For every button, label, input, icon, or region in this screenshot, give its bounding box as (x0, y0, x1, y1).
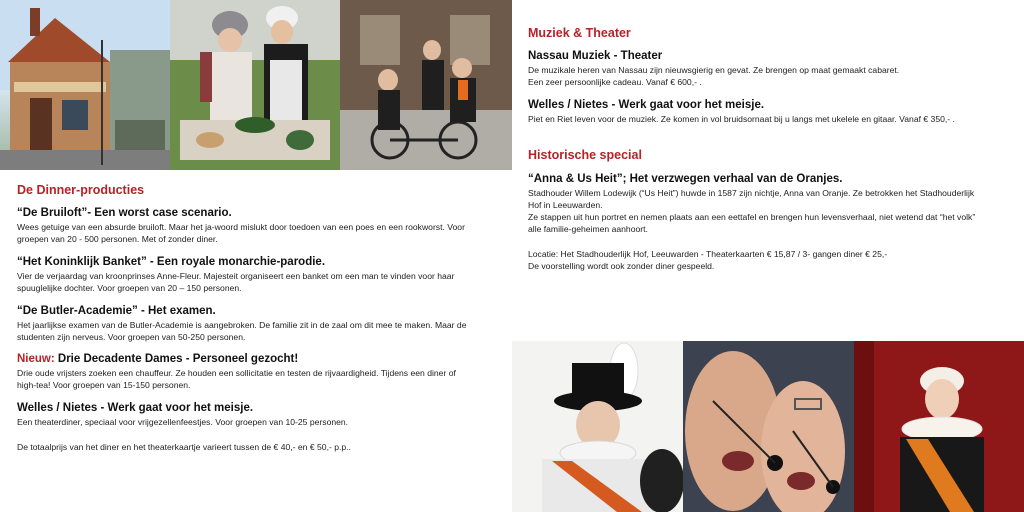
item-title-decadente-dames (17, 353, 298, 365)
new-badge: Nieuw: (17, 353, 55, 365)
item-title-welles-nietes-music: Welles / Nietes - Werk gaat voor het meisje. (528, 99, 765, 111)
item-desc-nassau (528, 64, 1008, 88)
desc-line: Drie oude vrijsters zoeken een chauffeur. Ze houden een sollicitatie en testen de rijvaardigheid. Tijdens een diner of (17, 368, 456, 378)
photo-actor-in-black-hat (512, 341, 683, 512)
photo-lady-in-lace-collar (854, 341, 1024, 512)
photo-historic-house (0, 0, 170, 170)
desc-line: alle familie-geheimen aanhoort. (528, 224, 648, 234)
section-title-music: Muziek & Theater (528, 26, 631, 40)
photo-singers-with-headsets (683, 341, 854, 512)
desc-line: Wees getuige van een absurde bruiloft. Maar het ja-woord mislukt door toedoen van een poes en een rookworst. Voor (17, 222, 465, 232)
desc-line: spuuglelijke dochter. Voor groepen van 20 – 150 personen. (17, 283, 242, 293)
item-title-bruiloft: “De Bruiloft”- Een worst case scenario. (17, 207, 232, 219)
desc-line: high-tea! Voor groepen van 15-150 personen. (17, 380, 191, 390)
section-title-dinner: De Dinner-producties (17, 183, 145, 197)
desc-line: Vier de verjaardag van kroonprinses Anne-Fleur. Majesteit organiseert een banket om een man te vinden voor haar (17, 271, 455, 281)
price-note: De totaalprijs van het diner en het theaterkaartje varieert tussen de € 40,- en € 50,- p.p.. (17, 442, 351, 452)
item-desc-welles-nietes-music (528, 113, 1008, 125)
desc-line: Het jaarlijkse examen van de Butler-Academie is aangebroken. De familie zit in de zaal om dit mee te maken. Maar de (17, 320, 467, 330)
desc-line: Ze stappen uit hun portret en nemen plaats aan een eettafel en brengen hun levensverhaal, niet wetend dat “het volk” (528, 212, 976, 222)
item-desc-bruiloft (17, 221, 507, 245)
desc-line: Een zeer persoonlijke cadeau. Vanaf € 600,- . (528, 77, 702, 87)
item-desc-decadente-dames (17, 367, 507, 391)
item-desc-banket (17, 270, 507, 294)
item-title-butler: “De Butler-Academie” - Het examen. (17, 305, 216, 317)
item-title-text: Drie Decadente Dames - Personeel gezocht! (54, 353, 299, 365)
location-line: Locatie: Het Stadhouderlijk Hof, Leeuwarden - Theaterkaarten € 15,87 / 3- gangen diner € 25,- (528, 249, 888, 259)
location-info (528, 248, 1018, 272)
location-line: De voorstelling wordt ook zonder diner gespeeld. (528, 261, 715, 271)
item-title-welles-nietes: Welles / Nietes - Werk gaat voor het meisje. (17, 402, 254, 414)
item-title-nassau: Nassau Muziek - Theater (528, 50, 663, 62)
photo-cooks-in-costume (170, 0, 340, 170)
item-desc-anna-us-heit (528, 187, 1018, 235)
desc-line: De muzikale heren van Nassau zijn nieuwsgierig en gevat. Ze brengen op maat gemaakt cabaret. (528, 65, 900, 75)
item-title-banket: “Het Koninklijk Banket” - Een royale monarchie-parodie. (17, 256, 326, 268)
item-title-anna-us-heit: “Anna & Us Heit”; Het verzwegen verhaal van de Oranjes. (528, 173, 843, 185)
photo-musicians-on-tandem (340, 0, 512, 170)
desc-line: groepen van 20 - 500 personen. Met of zonder diner. (17, 234, 218, 244)
desc-line: Stadhouder Willem Lodewijk (“Us Heit”) huwde in 1587 zijn nichtje, Anna van Oranje. Ze betrokken het Stadhouderlijk (528, 188, 975, 198)
desc-line: Een theaterdiner, speciaal voor vrijgezellenfeestjes. Voor groepen van 10-25 personen. (17, 417, 349, 427)
desc-line: Hof in Leeuwarden. (528, 200, 603, 210)
item-desc-butler (17, 319, 507, 343)
item-desc-welles-nietes (17, 416, 507, 428)
section-title-history: Historische special (528, 148, 642, 162)
desc-line: Piet en Riet leven voor de muziek. Ze komen in vol bruidsornaat bij u langs met ukelele en gitaar. Vanaf € 350,- . (528, 114, 955, 124)
desc-line: studenten zijn nerveus. Voor groepen van 50-250 personen. (17, 332, 246, 342)
